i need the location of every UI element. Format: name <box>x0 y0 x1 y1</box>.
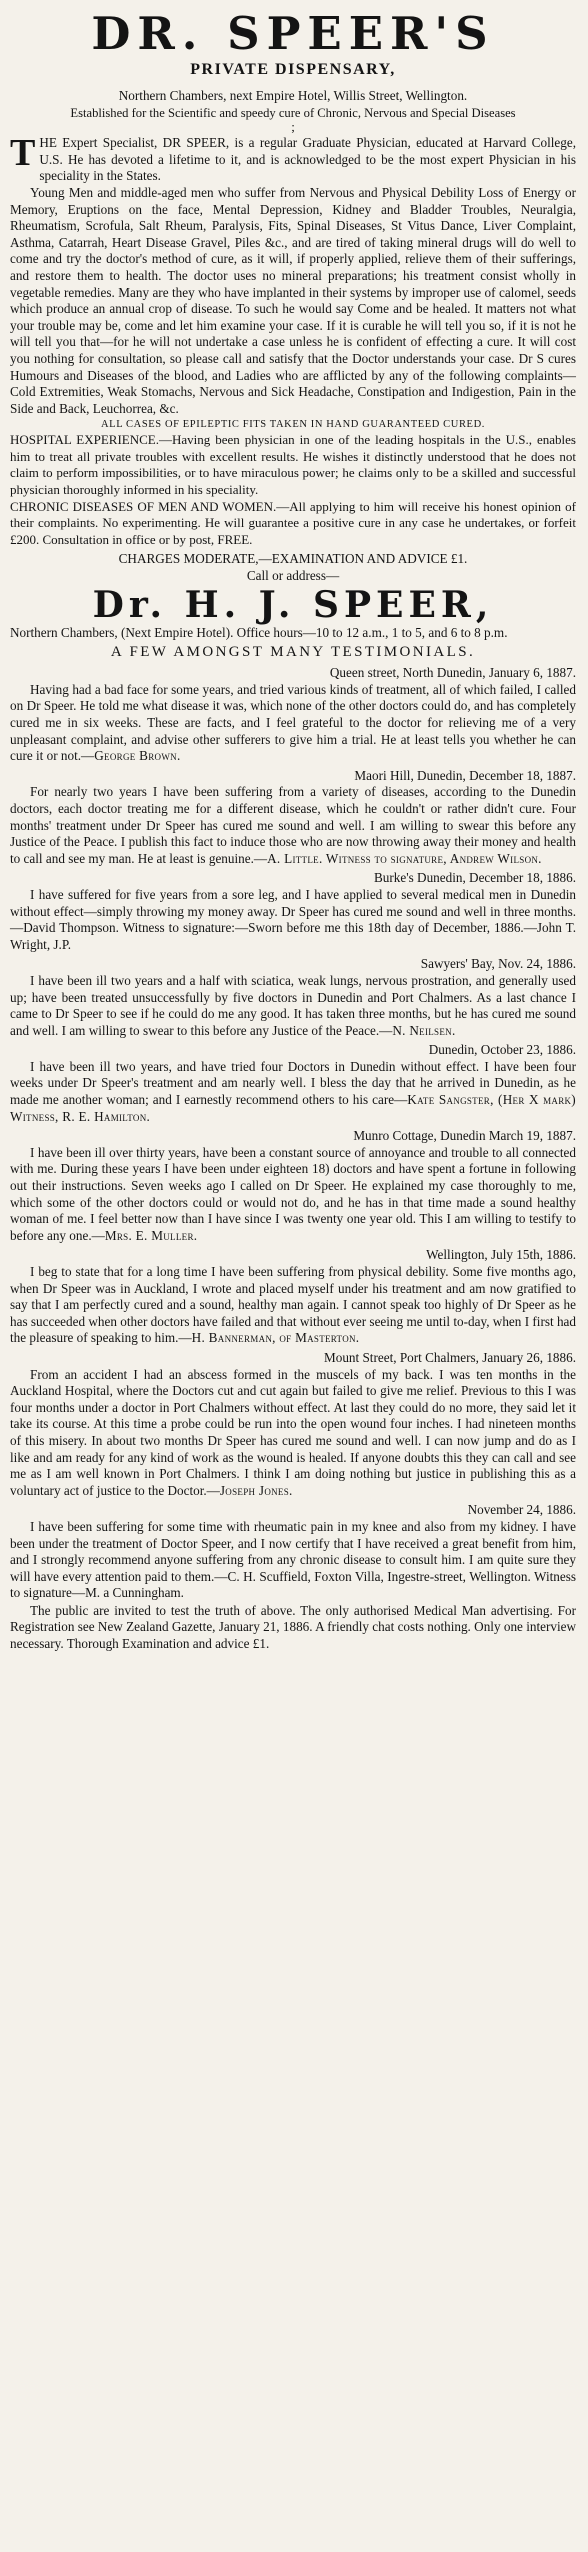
testimonial-signature: A. Little. Witness to signature, Andrew Wilson. <box>267 850 542 866</box>
call-line: Call or address— <box>246 568 340 584</box>
testimonial-body: I have been ill two years, and have tried four Doctors in Dunedin without effect. I have been four weeks under Dr Speer's treatment and am nearly well. I bless the day that he arrived in Dunedin, as he made me another woman; and I earnestly recommend others to his care— <box>10 1058 576 1108</box>
testimonial-location: Wellington, July 15th, 1886. <box>426 1247 576 1263</box>
testimonial-location: Dunedin, October 23, 1886. <box>428 1042 576 1058</box>
testimonial-location: Sawyers' Bay, Nov. 24, 1886. <box>420 956 576 972</box>
hospital-text: —Having been physician in one of the leading hospitals in the U.S., enables him to treat all private troubles with excellent results. He wishes it distinctly understood that he does not claim to perform impossibilities, or to have miraculous power; he claims only to be a skilled and successful physician thoroughly informed in his speciality. <box>10 432 576 498</box>
epileptic-line: ALL CASES OF EPILEPTIC FITS TAKEN IN HAND GUARANTEED CURED. <box>101 419 485 431</box>
testimonial-location: Munro Cottage, Dunedin March 19, 1887. <box>353 1128 576 1144</box>
hospital-heading: HOSPITAL EXPERIENCE. <box>10 432 159 448</box>
testimonial-text <box>10 887 576 953</box>
testimonial-location: Maori Hill, Dunedin, December 18, 1887. <box>354 767 576 783</box>
hospital-paragraph <box>10 432 576 498</box>
conditions-paragraph: Young Men and middle-aged men who suffer from Nervous and Physical Debility Loss of Energy or Memory, Eruptions on the face, Mental Depression, Kidney and Bladder Troubles, Neuralgia, Rheumatism, Scrofula, Salt Rheum, Paralysis, Fits, Spinal Diseases, St Vitus Dance, Liver Complaint, Asthma, Catarrah, Heart Disease Gravel, Piles &c., and are tired of taking mineral drugs will do well to come and try the doctor's method of cure, as it will, if properly applied, relieve them of their sufferings, and restore them to health. The doctor uses no mineral preparations; his treatment consist wholly in vegetable remedies. Many are they who have implanted in their systems by improper use of calomel, seeds which produce an annual crop of disease. To such he would say Come and be healed. It matters not what your trouble may be, come and let him examine your case. If it is curable he will tell you so, if it is not he will tell you that—for he will not undertake a case unless he is confident of effecting a cure. It will cost you nothing for consultation, so please call and satisfy that the Doctor understands your case. Dr S cures Humours and Diseases of the blood, and Ladies who are afflicted by any of the following complaints—Cold Extremities, Weak Stomachs, Nervous and Sick Headache, Constipation and Indigestion, Pain in the Side and Back, Leuchorrea, &c. <box>10 184 576 416</box>
testimonial-location: Mount Street, Port Chalmers, January 26, 1886. <box>324 1349 576 1365</box>
intro-paragraph <box>10 132 576 185</box>
testimonials-list <box>10 665 576 1602</box>
intro-text: HE Expert Specialist, DR SPEER, is a regular Graduate Physician, educated at Harvard College, U.S. He has devoted a lifetime to it, and is acknowledged to be the most expert Physician in his speciality in the States. <box>39 135 576 184</box>
testimonial-text <box>10 784 576 867</box>
dispensary-address: Northern Chambers, next Empire Hotel, Willis Street, Wellington. <box>118 88 468 103</box>
testimonial-text <box>10 682 576 765</box>
testimonial-location: Queen street, North Dunedin, January 6, 1887. <box>329 665 576 681</box>
charges-line: CHARGES MODERATE,—EXAMINATION AND ADVICE £1. <box>118 551 468 567</box>
testimonial-signature: Mrs. E. Muller. <box>104 1227 198 1243</box>
testimonial-body: I have been ill two years and a half with sciatica, weak lungs, nervous prostration, and generally used up; have been treated unsuccessfully by five doctors in Dunedin and Port Chalmers. As a last chance I came to Dr Speer to see if he could do me any good. It has taken three months, but he has cured me sound and well. I am willing to swear to this before any Justice of the Peace.— <box>10 972 576 1038</box>
testimonial-text <box>10 973 576 1039</box>
chronic-paragraph <box>10 499 576 549</box>
office-hours: Northern Chambers, (Next Empire Hotel). Office hours—10 to 12 a.m., 1 to 5, and 6 to 8 p.m. <box>10 624 508 640</box>
established-line: Established for the Scientific and speedy cure of Chronic, Nervous and Special Diseases <box>70 105 516 120</box>
testimonial-body: From an accident I had an abscess formed in the muscels of my back. I was ten months in the Auckland Hospital, where the Doctors cut and cut again but failed to give me relief. Previous to this I was four months under a doctor in Port Chalmers without effect. At last they could do no more, they said let it take its course. At this time a probe could be run into the open wound four inches. I had nineteen months of this misery. In about two months Dr Speer has cured me sound and well. I can now jump and do as I like and am ready for any kind of work as the wound is healed. If anyone doubts this they can call and see me as I am well known in Port Chalmers. I think I am doing nothing but justice in publishing this as a voluntary act of justice to the Doctor.— <box>10 1366 576 1498</box>
testimonial-signature: Joseph Jones. <box>219 1482 293 1498</box>
testimonial-signature: N. Neilsen. <box>392 1022 456 1038</box>
testimonial-body: I beg to state that for a long time I have been suffering from physical debility. Some five months ago, when Dr Speer was in Auckland, I wrote and placed myself under his treatment and am now gratified to say that I am perfectly cured and a sound, healthy man again. I cannot speak too highly of Dr Speer as he has succeeded when other doctors have failed and that without ever seeing me until to-day, when I first had the pleasure of speaking to him.— <box>10 1264 576 1346</box>
testimonial-text <box>10 1145 576 1245</box>
testimonial-text <box>10 1264 576 1347</box>
testimonial-body: I have been ill over thirty years, have been a constant source of annoyance and trouble to all connected with me. During these years I have been under eighteen 18) doctors and have spent a fortune in following out their instructions. Seven weeks ago I called on Dr Speer. He explained my case thoroughly to me, which some of the other doctors could or would not do, and he has in that time made a sound healthy woman of me. I feel better now than I have since I was twenty one year old. This I am willing to testify to before any one.— <box>10 1144 576 1243</box>
testimonial-location: Burke's Dunedin, December 18, 1886. <box>374 870 576 886</box>
testimonial-signature: H. Bannerman, of Masterton. <box>191 1330 360 1346</box>
intro-dropcap: T <box>10 132 36 175</box>
testimonial-location: November 24, 1886. <box>467 1502 576 1518</box>
chronic-text: —All applying to him will receive his honest opinion of their complaints. No experimenting. He will guarantee a positive cure in any case he undertakes, or forfeit £200. Consultation in office or by post, FREE. <box>10 498 576 547</box>
testimonial-body: Having had a bad face for some years, and tried various kinds of treatment, all of which failed, I called on Dr Speer. He told me what disease it was, which none of the other doctors could do, and has completely cured me in six weeks. These are facts, and I feel grateful to the doctor for relieving me of a very unpleasant complaint, and advise other sufferers to give him a trial. He at least tells you whether he can cure it or not.— <box>10 681 576 764</box>
footer-paragraph: The public are invited to test the truth of above. The only authorised Medical Man advertising. For Registration see New Zealand Gazette, January 21, 1886. A friendly chat costs nothing. Only one interview necessary. Thorough Examination and advice £1. <box>10 1602 576 1652</box>
chronic-heading: CHRONIC DISEASES OF MEN AND WOMEN. <box>10 498 277 514</box>
testimonial-text <box>10 1367 576 1500</box>
testimonial-body: I have been suffering for some time with rheumatic pain in my knee and also from my kidney. I have been under the treatment of Doctor Speer, and I now certify that I have received a great benefit from him, and I strongly recommend anyone suffering from any chronic disease to consult him. I am quite sure they will have every attention paid to them.—C. H. Scuffield, Foxton Villa, Ingestre-street, Wellington. Witness to signature—M. a Cunningham. <box>10 1518 576 1601</box>
advert-title: DR. SPEER'S <box>91 7 495 60</box>
testimonial-signature: George Brown. <box>94 748 181 764</box>
testimonial-signature: Kate Sangster, (Her X mark) Witness, R. E. Hamilton. <box>10 1092 576 1124</box>
doctor-name: Dr. H. J. SPEER, <box>92 583 494 626</box>
testimonial-body: I have suffered for five years from a sore leg, and I have applied to several medical men in Dunedin without effect—simply throwing my money away. Dr Speer has cured me sound and well in three months.—David Thompson. Witness to signature:—Sworn before me this 18th day of December, 1886.—John T. Wright, J.P. <box>10 886 576 952</box>
advert-subtitle: PRIVATE DISPENSARY, <box>190 61 396 78</box>
testimonial-text <box>10 1519 576 1602</box>
testimonial-text <box>10 1059 576 1125</box>
testimonial-body: For nearly two years I have been suffering from a variety of diseases, according to the Dunedin doctors, each doctor treating me for a different disease, which he couldn't or rather didn't cure. Four months' treatment under Dr Speer has cured me sound and well. I am willing to swear this before any Justice of the Peace. I publish this fact to induce those who are now throwing away their money and health to call and see my man. He at least is genuine.— <box>10 784 576 866</box>
testimonials-heading: A FEW AMONGST MANY TESTIMONIALS. <box>110 644 476 661</box>
divider: ; <box>291 119 295 135</box>
